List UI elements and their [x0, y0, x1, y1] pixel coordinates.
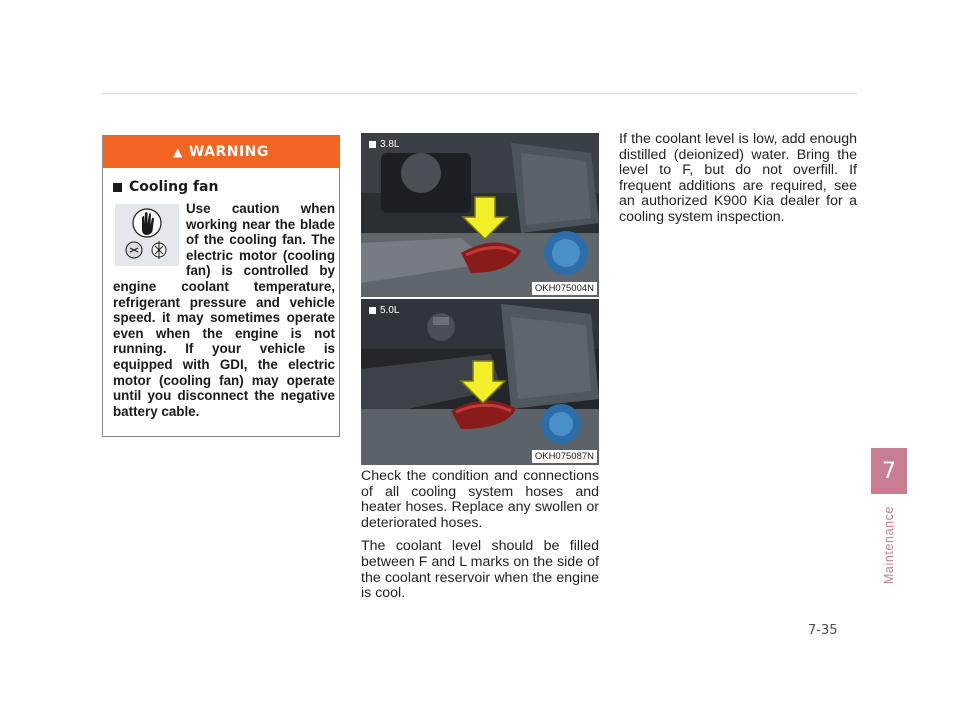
warning-text: [113, 201, 335, 419]
photo-code: OKH075087N: [532, 450, 597, 463]
warning-title: [113, 179, 218, 195]
square-bullet-icon: [113, 183, 122, 192]
chapter-label: [880, 505, 898, 585]
warning-title-label: Cooling fan: [129, 179, 219, 195]
photo-code: OKH075004N: [532, 282, 597, 295]
page-number: 7-35: [808, 623, 838, 638]
middle-column-text: [361, 469, 599, 602]
photo-tag: [369, 139, 399, 150]
chapter-tab: 7: [871, 448, 907, 494]
warning-header: [103, 136, 339, 168]
warning-header-label: WARNING: [188, 144, 269, 160]
photo-tag-label: 3.8L: [380, 139, 400, 150]
right-column-text: [619, 132, 857, 226]
warning-box: [102, 135, 340, 437]
warning-body: Use caution when working near the blade of the cooling fan. The electric motor (cooling fan) is controlled by engine coolant temperature, refrigerant pressure and vehicle speed. it may sometimes operate even when the engine is not running. If your vehicle is equipped with GDI, the electric motor (cooling fan) may operate until you disconnect the negative battery cable.: [113, 201, 335, 419]
warning-triangle-icon: ▲: [173, 145, 183, 159]
square-bullet-icon: [369, 141, 376, 148]
chapter-label-text: Maintenance: [882, 505, 896, 585]
paragraph: If the coolant level is low, add enough distilled (deionized) water. Bring the level to F, but do not overfill. If frequent additions are required, see an authorized K900 Kia dealer for a cooling system inspection.: [619, 131, 857, 225]
engine-photo-5-0l: [361, 299, 599, 465]
photo-tag: [369, 305, 399, 316]
engine-photo-3-8l: [361, 133, 599, 297]
square-bullet-icon: [369, 307, 376, 314]
photo-tag-label: 5.0L: [380, 305, 400, 316]
paragraph: Check the condition and connections of all cooling system hoses and heater hoses. Replace any swollen or deteriorated hoses.: [361, 468, 599, 531]
top-rule: [102, 93, 857, 94]
paragraph: The coolant level should be filled between F and L marks on the side of the coolant reservoir when the engine is cool.: [361, 538, 599, 602]
